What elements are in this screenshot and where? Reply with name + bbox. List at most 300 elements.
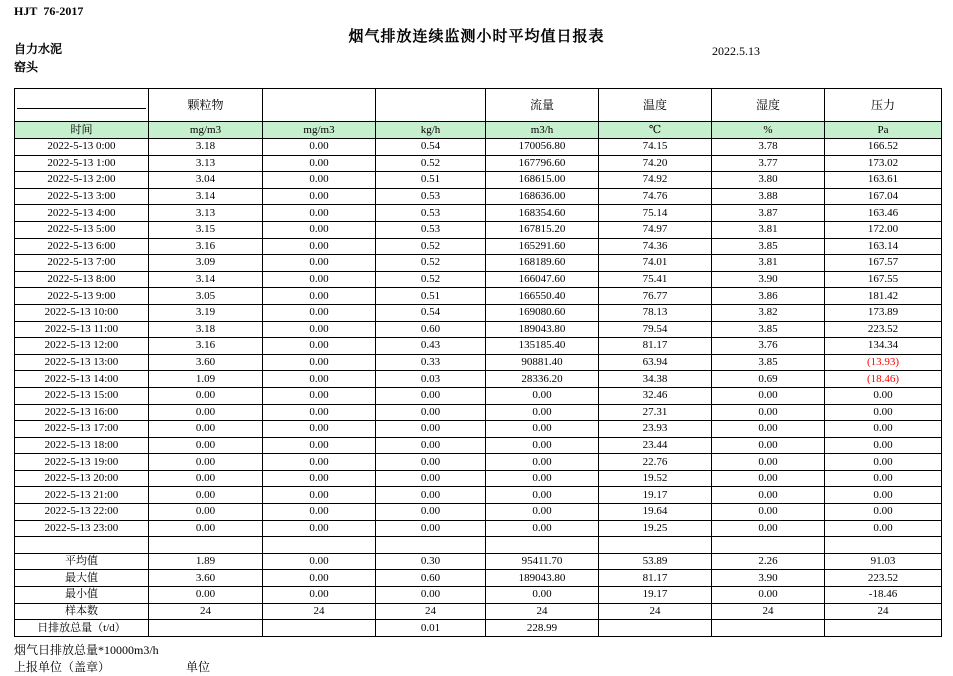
value-cell: 0.00 (825, 387, 942, 404)
value-cell: 0.00 (486, 504, 599, 521)
value-cell: 0.69 (712, 371, 825, 388)
table-row (15, 321, 942, 338)
table-row (15, 338, 942, 355)
value-cell: 81.17 (599, 338, 712, 355)
value-cell: 0.00 (263, 304, 376, 321)
value-cell (825, 620, 942, 637)
value-cell: 0.33 (376, 354, 486, 371)
value-cell: 0.00 (149, 437, 263, 454)
value-cell: 0.00 (486, 470, 599, 487)
value-cell: 0.00 (376, 421, 486, 438)
value-cell: 75.41 (599, 271, 712, 288)
value-cell: 0.00 (149, 487, 263, 504)
value-cell: 63.94 (599, 354, 712, 371)
table-row (15, 520, 942, 537)
value-cell: 189043.80 (486, 570, 599, 587)
value-cell: 0.00 (486, 404, 599, 421)
unit-header-row (15, 122, 942, 139)
value-cell: 74.15 (599, 139, 712, 156)
value-cell: 189043.80 (486, 321, 599, 338)
table-row (15, 387, 942, 404)
value-cell: 3.82 (712, 304, 825, 321)
time-cell: 2022-5-13 5:00 (15, 221, 149, 238)
value-cell: 0.43 (376, 338, 486, 355)
value-cell: 167796.60 (486, 155, 599, 172)
value-cell: 0.00 (263, 271, 376, 288)
summary-row (15, 553, 942, 570)
value-cell: 166550.40 (486, 288, 599, 305)
value-cell (149, 620, 263, 637)
value-cell: 0.00 (712, 437, 825, 454)
value-cell: 74.76 (599, 188, 712, 205)
time-cell: 2022-5-13 9:00 (15, 288, 149, 305)
value-cell: 74.92 (599, 172, 712, 189)
value-cell: 0.54 (376, 304, 486, 321)
value-cell: 0.00 (263, 587, 376, 604)
value-cell: 0.00 (263, 288, 376, 305)
time-cell: 2022-5-13 8:00 (15, 271, 149, 288)
value-cell: 3.88 (712, 188, 825, 205)
value-cell: 3.60 (149, 354, 263, 371)
value-cell: 0.00 (486, 421, 599, 438)
value-cell: 165291.60 (486, 238, 599, 255)
value-cell: 168636.00 (486, 188, 599, 205)
value-cell: 24 (825, 603, 942, 620)
value-cell: 0.53 (376, 221, 486, 238)
value-cell: 3.90 (712, 271, 825, 288)
value-cell: 172.00 (825, 221, 942, 238)
time-header-top (17, 89, 146, 109)
value-cell: 0.00 (149, 520, 263, 537)
value-cell: 223.52 (825, 570, 942, 587)
table-row (15, 172, 942, 189)
value-cell: 168354.60 (486, 205, 599, 222)
value-cell: 0.00 (263, 437, 376, 454)
value-cell: 170056.80 (486, 139, 599, 156)
time-cell: 2022-5-13 11:00 (15, 321, 149, 338)
value-cell: 24 (599, 603, 712, 620)
value-cell: 3.80 (712, 172, 825, 189)
value-cell: 0.00 (263, 421, 376, 438)
value-cell: 0.00 (149, 387, 263, 404)
value-cell: 0.00 (263, 371, 376, 388)
value-cell: 79.54 (599, 321, 712, 338)
value-cell: 3.13 (149, 155, 263, 172)
value-cell: 0.00 (263, 520, 376, 537)
data-body (15, 139, 942, 637)
table-row (15, 255, 942, 272)
time-cell: 2022-5-13 4:00 (15, 205, 149, 222)
table-row (15, 504, 942, 521)
time-cell: 2022-5-13 2:00 (15, 172, 149, 189)
value-cell: 24 (712, 603, 825, 620)
value-cell: 163.46 (825, 205, 942, 222)
unit-mg-m3-1: mg/m3 (149, 122, 263, 139)
footer-report-unit-label: 上报单位（盖章） (14, 660, 111, 674)
value-cell: 0.53 (376, 188, 486, 205)
value-cell: 0.52 (376, 238, 486, 255)
value-cell: 0.00 (149, 404, 263, 421)
value-cell: 0.60 (376, 321, 486, 338)
table-row (15, 470, 942, 487)
value-cell: 0.00 (149, 454, 263, 471)
value-cell: 3.13 (149, 205, 263, 222)
value-cell: 0.00 (376, 454, 486, 471)
table-row (15, 155, 942, 172)
value-cell: 0.00 (825, 421, 942, 438)
value-cell (712, 537, 825, 554)
value-cell: 19.17 (599, 587, 712, 604)
value-cell: 3.09 (149, 255, 263, 272)
table-row (15, 421, 942, 438)
group-header-row (15, 89, 942, 122)
summary-row (15, 587, 942, 604)
unit-pa: Pa (825, 122, 942, 139)
value-cell: 0.00 (712, 470, 825, 487)
value-cell: 3.14 (149, 188, 263, 205)
value-cell: 32.46 (599, 387, 712, 404)
value-cell: 19.17 (599, 487, 712, 504)
value-cell: 173.89 (825, 304, 942, 321)
value-cell: 0.51 (376, 172, 486, 189)
value-cell: 0.00 (263, 188, 376, 205)
time-cell: 2022-5-13 3:00 (15, 188, 149, 205)
value-cell: 0.00 (376, 437, 486, 454)
value-cell: 3.86 (712, 288, 825, 305)
table-row (15, 221, 942, 238)
value-cell: 3.14 (149, 271, 263, 288)
value-cell: 0.00 (712, 454, 825, 471)
value-cell: 0.03 (376, 371, 486, 388)
value-cell: 28336.20 (486, 371, 599, 388)
value-cell: 0.00 (825, 404, 942, 421)
value-cell: 0.00 (825, 504, 942, 521)
value-cell: 0.00 (712, 387, 825, 404)
value-cell: 163.14 (825, 238, 942, 255)
time-cell: 2022-5-13 22:00 (15, 504, 149, 521)
value-cell: 0.00 (263, 321, 376, 338)
value-cell: 0.00 (263, 155, 376, 172)
value-cell: 0.00 (149, 421, 263, 438)
value-cell: 78.13 (599, 304, 712, 321)
value-cell: 0.00 (149, 587, 263, 604)
time-cell: 2022-5-13 16:00 (15, 404, 149, 421)
value-cell: 91.03 (825, 553, 942, 570)
value-cell: 0.01 (376, 620, 486, 637)
value-cell: 168615.00 (486, 172, 599, 189)
value-cell: 27.31 (599, 404, 712, 421)
value-cell: 0.00 (376, 470, 486, 487)
table-row (15, 139, 942, 156)
time-cell: 2022-5-13 18:00 (15, 437, 149, 454)
unit-kg-h: kg/h (376, 122, 486, 139)
value-cell: 166.52 (825, 139, 942, 156)
value-cell: 0.52 (376, 155, 486, 172)
value-cell: 23.93 (599, 421, 712, 438)
company-name: 自力水泥 (14, 42, 63, 56)
value-cell: 0.00 (486, 487, 599, 504)
table-row (15, 437, 942, 454)
summary-row (15, 570, 942, 587)
value-cell (376, 537, 486, 554)
time-cell: 2022-5-13 20:00 (15, 470, 149, 487)
value-cell: 0.00 (149, 504, 263, 521)
value-cell: 81.17 (599, 570, 712, 587)
value-cell: 19.25 (599, 520, 712, 537)
value-cell: 3.19 (149, 304, 263, 321)
value-cell: 3.85 (712, 238, 825, 255)
summary-label: 日排放总量（t/d） (15, 620, 149, 637)
value-cell: 167.57 (825, 255, 942, 272)
value-cell: 0.00 (486, 454, 599, 471)
table-row (15, 371, 942, 388)
value-cell: 19.64 (599, 504, 712, 521)
value-cell: 3.18 (149, 139, 263, 156)
value-cell: 3.77 (712, 155, 825, 172)
time-cell: 2022-5-13 14:00 (15, 371, 149, 388)
unit-mg-m3-2: mg/m3 (263, 122, 376, 139)
table-row (15, 454, 942, 471)
value-cell: 0.00 (263, 205, 376, 222)
value-cell: 2.26 (712, 553, 825, 570)
value-cell: 0.00 (825, 470, 942, 487)
value-cell: 3.15 (149, 221, 263, 238)
value-cell: 95411.70 (486, 553, 599, 570)
value-cell: 0.51 (376, 288, 486, 305)
value-cell (486, 537, 599, 554)
value-cell: 167.04 (825, 188, 942, 205)
value-cell: 0.00 (263, 470, 376, 487)
value-cell: 24 (376, 603, 486, 620)
value-cell: 3.16 (149, 338, 263, 355)
value-cell: 23.44 (599, 437, 712, 454)
col-header-blank-2 (376, 89, 486, 122)
col-header-particulate: 颗粒物 (149, 89, 263, 122)
value-cell: 0.00 (263, 255, 376, 272)
summary-label: 平均值 (15, 553, 149, 570)
summary-row (15, 603, 942, 620)
value-cell: 0.00 (263, 387, 376, 404)
value-cell: 0.00 (712, 587, 825, 604)
table-row (15, 304, 942, 321)
time-cell: 2022-5-13 7:00 (15, 255, 149, 272)
value-cell: 0.00 (712, 404, 825, 421)
table-row (15, 288, 942, 305)
value-cell: (18.46) (825, 371, 942, 388)
value-cell: (13.93) (825, 354, 942, 371)
value-cell: 76.77 (599, 288, 712, 305)
value-cell: 0.00 (263, 487, 376, 504)
value-cell: 134.34 (825, 338, 942, 355)
value-cell: 3.04 (149, 172, 263, 189)
value-cell: 0.00 (263, 139, 376, 156)
time-cell: 2022-5-13 23:00 (15, 520, 149, 537)
value-cell: 0.00 (376, 520, 486, 537)
monitor-point-name: 窑头 (14, 60, 39, 74)
value-cell: 3.05 (149, 288, 263, 305)
value-cell: 19.52 (599, 470, 712, 487)
value-cell: 3.85 (712, 354, 825, 371)
unit-percent: % (712, 122, 825, 139)
value-cell: 0.00 (263, 570, 376, 587)
summary-label (15, 537, 149, 554)
table-row (15, 205, 942, 222)
footer-unit-label: 单位 (186, 660, 211, 674)
value-cell: 0.54 (376, 139, 486, 156)
value-cell: 22.76 (599, 454, 712, 471)
value-cell (599, 620, 712, 637)
value-cell: 0.00 (376, 587, 486, 604)
value-cell: 163.61 (825, 172, 942, 189)
value-cell: 74.20 (599, 155, 712, 172)
value-cell: 3.85 (712, 321, 825, 338)
page-title: 烟气排放连续监测小时平均值日报表 (348, 28, 605, 45)
col-header-pressure: 压力 (825, 89, 942, 122)
value-cell (149, 537, 263, 554)
value-cell: 167.55 (825, 271, 942, 288)
value-cell: 0.00 (486, 520, 599, 537)
time-cell: 2022-5-13 10:00 (15, 304, 149, 321)
value-cell: 181.42 (825, 288, 942, 305)
time-cell: 2022-5-13 15:00 (15, 387, 149, 404)
summary-label: 样本数 (15, 603, 149, 620)
col-header-flow: 流量 (486, 89, 599, 122)
value-cell: 0.00 (825, 520, 942, 537)
value-cell: 0.00 (263, 504, 376, 521)
footer-note: 烟气日排放总量*10000m3/h (14, 643, 159, 657)
value-cell: 74.36 (599, 238, 712, 255)
value-cell: 74.97 (599, 221, 712, 238)
value-cell: 223.52 (825, 321, 942, 338)
table-row (15, 354, 942, 371)
value-cell: 0.52 (376, 255, 486, 272)
standard-code: HJT 76-2017 (14, 4, 84, 18)
value-cell: 1.09 (149, 371, 263, 388)
col-header-temperature: 温度 (599, 89, 712, 122)
value-cell: 173.02 (825, 155, 942, 172)
value-cell: 0.00 (376, 404, 486, 421)
table-row (15, 404, 942, 421)
table-row (15, 271, 942, 288)
value-cell: 3.87 (712, 205, 825, 222)
time-cell: 2022-5-13 19:00 (15, 454, 149, 471)
value-cell: 34.38 (599, 371, 712, 388)
time-cell: 2022-5-13 1:00 (15, 155, 149, 172)
summary-row (15, 620, 942, 637)
value-cell: 0.00 (712, 504, 825, 521)
value-cell: 0.00 (376, 487, 486, 504)
value-cell: 0.00 (825, 437, 942, 454)
value-cell: 166047.60 (486, 271, 599, 288)
value-cell: 0.00 (263, 454, 376, 471)
time-header-split-cell (15, 89, 149, 122)
value-cell: 0.00 (712, 421, 825, 438)
value-cell: 0.00 (263, 404, 376, 421)
value-cell: 0.30 (376, 553, 486, 570)
unit-celsius: ℃ (599, 122, 712, 139)
time-cell: 2022-5-13 6:00 (15, 238, 149, 255)
value-cell: 90881.40 (486, 354, 599, 371)
unit-m3-h: m3/h (486, 122, 599, 139)
report-date: 2022.5.13 (712, 44, 760, 58)
value-cell (263, 537, 376, 554)
col-header-humidity: 湿度 (712, 89, 825, 122)
summary-label: 最大值 (15, 570, 149, 587)
value-cell: 0.00 (263, 238, 376, 255)
table-row (15, 238, 942, 255)
value-cell (825, 537, 942, 554)
value-cell: 0.00 (263, 354, 376, 371)
value-cell: 0.00 (486, 587, 599, 604)
value-cell: 0.00 (486, 387, 599, 404)
value-cell: 24 (486, 603, 599, 620)
value-cell: 53.89 (599, 553, 712, 570)
value-cell: 0.00 (825, 487, 942, 504)
table-row (15, 188, 942, 205)
value-cell: 3.90 (712, 570, 825, 587)
value-cell: 74.01 (599, 255, 712, 272)
value-cell: 0.00 (149, 470, 263, 487)
summary-row (15, 537, 942, 554)
col-header-blank-1 (263, 89, 376, 122)
summary-label: 最小值 (15, 587, 149, 604)
value-cell: 24 (263, 603, 376, 620)
value-cell: 0.00 (825, 454, 942, 471)
value-cell: 0.00 (712, 487, 825, 504)
value-cell: 0.00 (263, 338, 376, 355)
value-cell: 75.14 (599, 205, 712, 222)
time-cell: 2022-5-13 21:00 (15, 487, 149, 504)
value-cell (263, 620, 376, 637)
value-cell (599, 537, 712, 554)
value-cell: 0.52 (376, 271, 486, 288)
value-cell: 0.00 (263, 172, 376, 189)
value-cell: 167815.20 (486, 221, 599, 238)
value-cell: 0.00 (263, 553, 376, 570)
value-cell: 0.00 (376, 387, 486, 404)
report-table (14, 88, 942, 637)
value-cell: 0.00 (486, 437, 599, 454)
time-cell: 2022-5-13 0:00 (15, 139, 149, 156)
time-cell: 2022-5-13 17:00 (15, 421, 149, 438)
value-cell (712, 620, 825, 637)
value-cell: 24 (149, 603, 263, 620)
time-cell: 2022-5-13 13:00 (15, 354, 149, 371)
value-cell: 1.89 (149, 553, 263, 570)
time-cell: 2022-5-13 12:00 (15, 338, 149, 355)
value-cell: 228.99 (486, 620, 599, 637)
value-cell: 3.81 (712, 255, 825, 272)
value-cell: 3.76 (712, 338, 825, 355)
value-cell: 168189.60 (486, 255, 599, 272)
value-cell: 135185.40 (486, 338, 599, 355)
time-header-bottom (17, 109, 146, 121)
value-cell: 0.60 (376, 570, 486, 587)
value-cell: 3.60 (149, 570, 263, 587)
value-cell: -18.46 (825, 587, 942, 604)
value-cell: 0.00 (376, 504, 486, 521)
value-cell: 3.18 (149, 321, 263, 338)
value-cell: 0.53 (376, 205, 486, 222)
time-column-label: 时间 (15, 122, 149, 139)
table-row (15, 487, 942, 504)
value-cell: 0.00 (712, 520, 825, 537)
value-cell: 3.16 (149, 238, 263, 255)
value-cell: 3.78 (712, 139, 825, 156)
value-cell: 169080.60 (486, 304, 599, 321)
value-cell: 3.81 (712, 221, 825, 238)
value-cell: 0.00 (263, 221, 376, 238)
